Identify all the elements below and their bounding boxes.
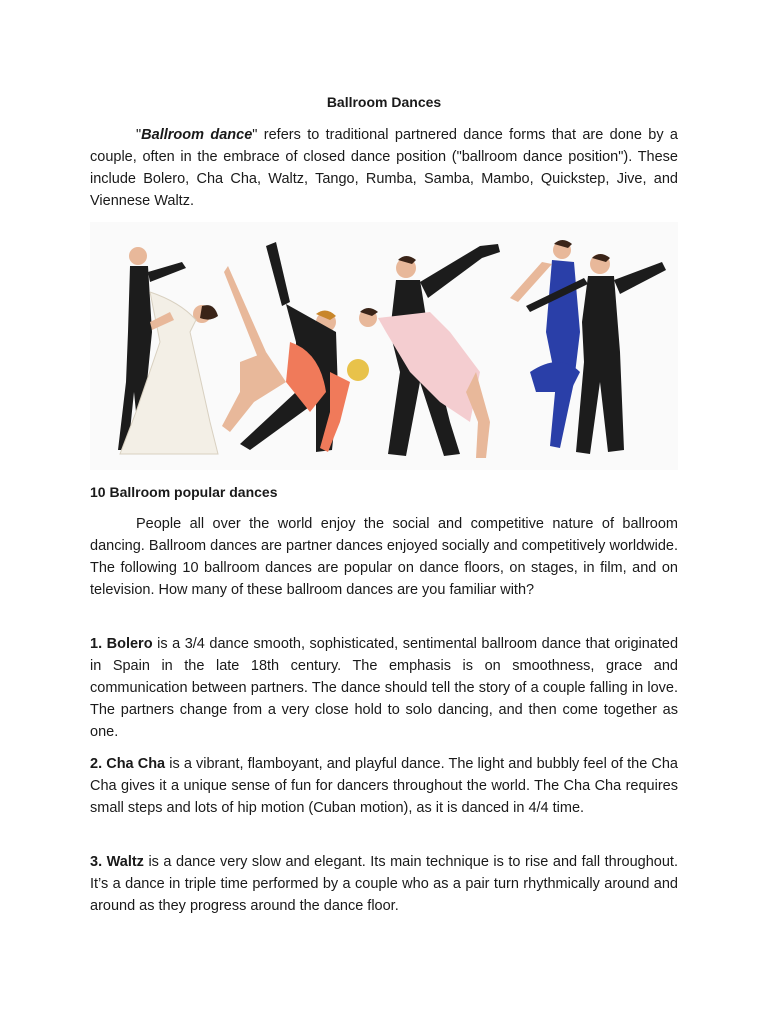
dance-description: is a dance very slow and elegant. Its main technique is to rise and fall throughout. It’s a dance in triple time performed by a couple who as a pair turn rhythmically around and around as they progress around the dance floor.	[90, 854, 678, 914]
dance-name: Cha Cha	[106, 756, 166, 772]
dance-name: Waltz	[106, 854, 144, 870]
dance-item-waltz	[90, 851, 678, 917]
couple-latin-blue	[510, 240, 666, 454]
open-quote: "	[136, 127, 142, 143]
dance-description: is a 3/4 dance smooth, sophisticated, sentimental ballroom dance that originated in Spain in the late 18th century. The emphasis is on smoothness, grace and communication between partners. The dance should tell the story of a couple falling in love. The partners change from a very close hold to solo dancing, and then come together as one.	[90, 636, 679, 740]
dance-description: is a vibrant, flamboyant, and playful dance. The light and bubbly feel of the Cha Cha gives it a unique sense of fun for dancers throughout the world. The Cha Cha requires small steps and lots of hip motion (Cuban motion), as it is danced in 4/4 time.	[90, 756, 678, 816]
dance-number: 2.	[90, 756, 107, 772]
page-title: Ballroom Dances	[326, 94, 442, 110]
dance-name: Bolero	[106, 636, 153, 652]
intro-text: refers to traditional partnered dance forms that are done by a couple, often in the embrace of closed dance position ("ballroom dance position"). These include Bolero, Cha Cha, Waltz, Tango, Rumba, Samba, Mambo, Quickstep, Jive, and Viennese Waltz.	[90, 127, 678, 209]
dance-item-bolero	[90, 633, 678, 743]
close-quote: "	[252, 127, 258, 143]
ballroom-dancers-photo	[90, 222, 678, 470]
couple-waltz	[118, 247, 218, 454]
intro-term: Ballroom dance	[141, 127, 253, 143]
section-intro-paragraph: People all over the world enjoy the social and competitive nature of ballroom dancing. Ballroom dances are partner dances enjoyed socially and competitively worldwide. The following 10 ballroom dances are popular on dance floors, on stages, in film, and on television. How many of these ballroom dances are you familiar with?	[90, 516, 678, 598]
dancers-illustration	[90, 222, 678, 470]
couple-latin-coral	[222, 242, 369, 452]
intro-paragraph	[90, 124, 678, 212]
section-heading: 10 Ballroom popular dances	[90, 484, 278, 500]
dance-number: 3.	[90, 854, 107, 870]
dance-item-cha-cha	[90, 753, 678, 819]
dance-number: 1.	[90, 636, 107, 652]
couple-latin-pink	[359, 244, 500, 458]
